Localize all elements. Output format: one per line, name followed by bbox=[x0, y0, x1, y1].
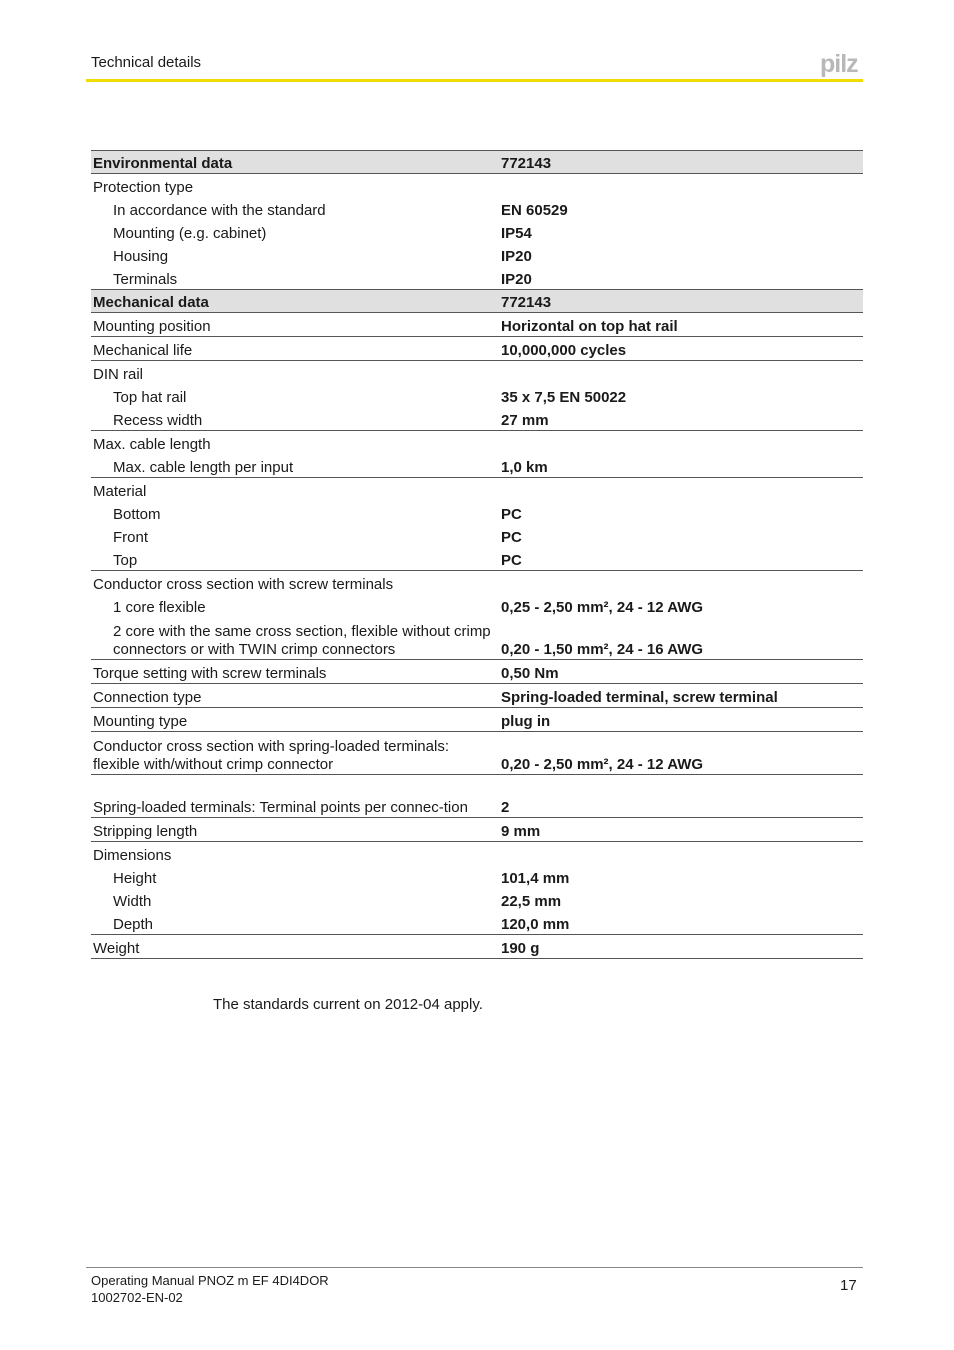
parameter-label: Protection type bbox=[93, 179, 194, 196]
table-row bbox=[91, 478, 863, 502]
parameter-label: Stripping length bbox=[91, 818, 499, 842]
table-row bbox=[91, 361, 863, 385]
parameter-value: IP20 bbox=[501, 248, 532, 265]
parameter-value: Horizontal on top hat rail bbox=[499, 313, 863, 337]
section-order-number: 772143 bbox=[499, 151, 863, 174]
parameter-value: 190 g bbox=[499, 935, 863, 959]
sub-item-row bbox=[91, 594, 863, 617]
sub-item-row bbox=[91, 888, 863, 911]
parameter-label: Max. cable length per input bbox=[91, 454, 499, 478]
parameter-value: 0,20 - 2,50 mm², 24 - 12 AWG bbox=[499, 732, 863, 775]
parameter-label: Housing bbox=[113, 248, 169, 265]
table-row bbox=[91, 313, 863, 337]
parameter-value bbox=[499, 842, 863, 866]
table-row bbox=[91, 775, 863, 818]
table-row bbox=[91, 571, 863, 595]
sub-item-row bbox=[91, 454, 863, 478]
table-row bbox=[91, 684, 863, 708]
parameter-label: 2 core with the same cross section, flexible without crimp connectors or with TWIN crimp connectors bbox=[91, 617, 499, 660]
parameter-label: Mounting (e.g. cabinet) bbox=[113, 225, 267, 242]
parameter-label: Depth bbox=[91, 911, 499, 935]
parameter-label: Height bbox=[113, 870, 157, 887]
parameter-label: Recess width bbox=[91, 407, 499, 431]
parameter-value: IP54 bbox=[501, 225, 532, 242]
parameter-value bbox=[499, 174, 863, 198]
parameter-value bbox=[499, 361, 863, 385]
parameter-label: Torque setting with screw terminals bbox=[91, 660, 499, 684]
parameter-value: plug in bbox=[499, 708, 863, 732]
header-title: Technical details bbox=[91, 54, 202, 71]
table-row bbox=[91, 935, 863, 959]
parameter-value: 2 bbox=[499, 775, 863, 818]
parameter-value: PC bbox=[501, 529, 522, 546]
parameter-label: Connection type bbox=[91, 684, 499, 708]
parameter-value: 101,4 mm bbox=[501, 870, 570, 887]
sub-item-row bbox=[91, 243, 863, 266]
sub-item-row bbox=[91, 865, 863, 888]
section-header-row bbox=[91, 151, 863, 174]
parameter-value bbox=[499, 478, 863, 502]
parameter-value: 0,25 - 2,50 mm², 24 - 12 AWG bbox=[501, 599, 704, 616]
sub-item-row bbox=[91, 407, 863, 431]
parameter-label: Weight bbox=[91, 935, 499, 959]
footer-manual-title: Operating Manual PNOZ m EF 4DI4DOR bbox=[91, 1273, 329, 1288]
parameter-label: Dimensions bbox=[93, 847, 172, 864]
parameter-value: 22,5 mm bbox=[501, 893, 562, 910]
header-rule bbox=[86, 79, 863, 82]
parameter-label: Material bbox=[93, 483, 147, 500]
sub-item-row bbox=[91, 911, 863, 935]
parameter-label: Conductor cross section with spring-loaded terminals: flexible with/without crimp connector bbox=[91, 732, 499, 775]
section-order-number: 772143 bbox=[499, 290, 863, 313]
parameter-value: 27 mm bbox=[499, 407, 863, 431]
parameter-value: 120,0 mm bbox=[499, 911, 863, 935]
parameter-label: Max. cable length bbox=[93, 436, 211, 453]
parameter-label: Terminals bbox=[113, 271, 178, 288]
parameter-value: 0,20 - 1,50 mm², 24 - 16 AWG bbox=[499, 617, 863, 660]
parameter-value: 35 x 7,5 EN 50022 bbox=[501, 389, 627, 406]
parameter-label: Bottom bbox=[113, 506, 161, 523]
section-title: Environmental data bbox=[91, 151, 499, 174]
parameter-label: Mounting position bbox=[91, 313, 499, 337]
table-row bbox=[91, 337, 863, 361]
parameter-value: 1,0 km bbox=[499, 454, 863, 478]
parameter-value: PC bbox=[501, 506, 522, 523]
footer-rule bbox=[86, 1267, 863, 1268]
parameter-value: EN 60529 bbox=[501, 202, 568, 219]
table-row bbox=[91, 174, 863, 198]
parameter-value: 10,000,000 cycles bbox=[499, 337, 863, 361]
parameter-label: Top hat rail bbox=[113, 389, 187, 406]
parameter-label: DIN rail bbox=[93, 366, 144, 383]
sub-item-row bbox=[91, 197, 863, 220]
section-title: Mechanical data bbox=[91, 290, 499, 313]
parameter-value: IP20 bbox=[501, 271, 532, 288]
footnote: The standards current on 2012-04 apply. bbox=[213, 996, 483, 1013]
technical-data-table bbox=[91, 150, 863, 959]
parameter-label: Top bbox=[91, 547, 499, 571]
table-row bbox=[91, 660, 863, 684]
footer-doc-id: 1002702-EN-02 bbox=[91, 1290, 183, 1305]
page-number: 17 bbox=[840, 1277, 857, 1294]
table-row bbox=[91, 842, 863, 866]
parameter-value: PC bbox=[499, 547, 863, 571]
parameter-value: 0,50 Nm bbox=[499, 660, 863, 684]
sub-item-row bbox=[91, 220, 863, 243]
sub-item-row bbox=[91, 384, 863, 407]
table-row bbox=[91, 708, 863, 732]
sub-item-row bbox=[91, 524, 863, 547]
parameter-label: Mechanical life bbox=[91, 337, 499, 361]
parameter-label: Spring-loaded terminals: Terminal points per connec-tion bbox=[91, 775, 499, 818]
parameter-value bbox=[499, 571, 863, 595]
parameter-label: Width bbox=[113, 893, 152, 910]
sub-item-row bbox=[91, 617, 863, 660]
pilz-logo: pilz bbox=[820, 50, 858, 78]
sub-item-row bbox=[91, 547, 863, 571]
parameter-label: Front bbox=[113, 529, 149, 546]
parameter-label: Conductor cross section with screw terminals bbox=[93, 576, 394, 593]
parameter-label: In accordance with the standard bbox=[113, 202, 326, 219]
parameter-value bbox=[499, 431, 863, 455]
parameter-label: Mounting type bbox=[91, 708, 499, 732]
table-row bbox=[91, 732, 863, 775]
sub-item-row bbox=[91, 501, 863, 524]
parameter-label: 1 core flexible bbox=[113, 599, 206, 616]
table-row bbox=[91, 431, 863, 455]
section-header-row bbox=[91, 290, 863, 313]
sub-item-row bbox=[91, 266, 863, 290]
parameter-value: Spring-loaded terminal, screw terminal bbox=[499, 684, 863, 708]
table-row bbox=[91, 818, 863, 842]
parameter-value: 9 mm bbox=[499, 818, 863, 842]
